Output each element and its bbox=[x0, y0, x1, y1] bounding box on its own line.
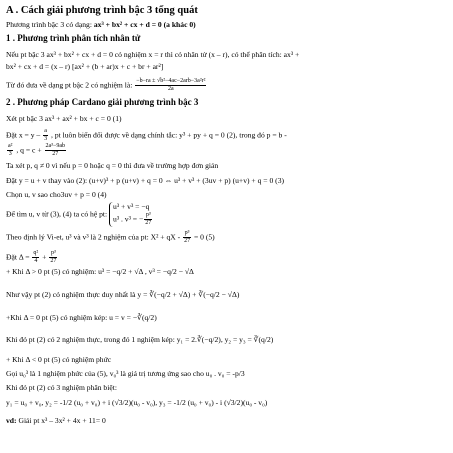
s2-line-2-fraction bbox=[43, 128, 48, 143]
s2-line-9-fraction-2 bbox=[49, 250, 57, 265]
frac-num: q² bbox=[33, 250, 39, 256]
example-label: vd: bbox=[6, 416, 17, 425]
system-eq-2 bbox=[113, 212, 153, 227]
s1-line-2: bx² + cx + d = (x – r) [ax² + (b + ar)x + c + br + ar²] bbox=[6, 62, 164, 71]
s2-line-6: Chọn u, v sao cho3uv + p = 0 (4) bbox=[6, 190, 107, 199]
section-2-heading: 2 . Phương pháp Cardano giải phương trình bậc 3 bbox=[6, 97, 199, 107]
system-eq-1: u³ + v³ = −q bbox=[113, 202, 150, 211]
s2-line-3-fraction-2 bbox=[45, 143, 67, 158]
s2-line-13: Khi đó pt (2) có 2 nghiệm thực, trong đó 1 nghiệm kép: y₁ = 2.∛(−q/2), y₂ = y₃ = ∛(q/2) bbox=[6, 335, 274, 344]
s2-line-2-b: , pt luôn biến đổi được về dạng chính tắc: y³ + py + q = 0 (2), trong đó p = b - bbox=[51, 130, 287, 140]
s2-line-2-a: Đặt x = y – bbox=[6, 130, 41, 140]
s2-line-15: Gọi u₀³ là 1 nghiệm phức của (5), v₀³ là giá trị tương ứng sao cho u₀ . v₀ = -p/3 bbox=[6, 369, 245, 378]
s2-line-7-text: Để tìm u, v từ (3), (4) ta có hệ pt: bbox=[6, 209, 108, 219]
frac-num: p³ bbox=[145, 212, 151, 218]
frac-den: 3 bbox=[44, 136, 48, 142]
plus-sign: + bbox=[42, 252, 47, 262]
s2-line-3 bbox=[6, 143, 67, 158]
s2-line-14: + Khi Δ < 0 pt (5) có nghiệm phức bbox=[6, 355, 112, 364]
s2-line-8-b: = 0 (5) bbox=[193, 232, 215, 242]
section-1-heading: 1 . Phương trình phân tích nhân tử bbox=[6, 33, 141, 43]
s2-line-9-fraction-1 bbox=[32, 250, 39, 265]
s2-line-10: + Khi Δ > 0 pt (5) có nghiệm: u³ = −q/2 + √Δ , v³ = −q/2 − √Δ bbox=[6, 267, 194, 276]
s1-line-3 bbox=[6, 78, 207, 93]
s1-root-fraction bbox=[135, 78, 206, 93]
frac-den: 27 bbox=[50, 258, 57, 264]
intro-equation: ax³ + bx² + cx + d = 0 (a khác 0) bbox=[93, 20, 196, 29]
frac-num: p³ bbox=[184, 230, 190, 236]
s2-line-8-fraction bbox=[183, 230, 191, 245]
s2-line-16: Khi đó pt (2) có 3 nghiệm phân biệt: bbox=[6, 383, 117, 392]
frac-num: a bbox=[44, 128, 47, 134]
example-line bbox=[6, 416, 106, 425]
s2-line-3-fraction-1 bbox=[7, 143, 13, 158]
s2-line-2 bbox=[6, 128, 287, 143]
frac-den: 27 bbox=[145, 220, 152, 226]
s2-line-3-a: , q = c + bbox=[16, 145, 42, 155]
frac-num: a² bbox=[8, 143, 13, 149]
frac-den: 27 bbox=[184, 238, 191, 244]
s2-line-9 bbox=[6, 250, 58, 265]
equation-system bbox=[109, 202, 153, 227]
example-text: Giải pt x³ – 3x² + 4x + 11= 0 bbox=[16, 416, 106, 425]
s1-root-denominator: 2a bbox=[168, 86, 174, 92]
s2-line-4: Ta xét p, q ≠ 0 vì nếu p = 0 hoặc q = 0 thì đưa về trường hợp đơn giản bbox=[6, 161, 219, 170]
intro-prefix: Phương trình bậc 3 có dạng: bbox=[6, 20, 94, 29]
frac-num: p³ bbox=[50, 250, 56, 256]
intro-line bbox=[6, 20, 196, 29]
s2-line-17: y₁ = u₀ + v₀, y₂ = -1/2 (u₀ + v₀) + i (√3/2)(u₀ - v₀), y₃ = -1/2 (u₀ + v₀) - i (√3/2)(u₀ - v₀) bbox=[6, 398, 268, 407]
s2-line-12: +Khi Δ = 0 pt (5) có nghiệm kép: u = v = −∛(q/2) bbox=[6, 313, 157, 322]
s2-line-5: Đặt y = u + v thay vào (2): (u+v)³ + p (u+v) + q = 0 ⇔ u³ + v³ + (3uv + p) (u+v) + q = 0 (3) bbox=[6, 176, 285, 185]
frac-num: 2a³−9ab bbox=[45, 143, 66, 149]
s2-line-1: Xét pt bậc 3 ax³ + ax² + bx + c = 0 (1) bbox=[6, 114, 122, 123]
s1-line-1: Nếu pt bậc 3 ax³ + bx² + cx + d = 0 có nghiệm x = r thì có nhân tử (x – r), có thể phân tích: ax³ + bbox=[6, 50, 300, 59]
s1-root-numerator: −b−ra ± √b²−4ac−2arb−3a²r² bbox=[136, 78, 206, 84]
document-title: A . Cách giải phương trình bậc 3 tổng quát bbox=[6, 5, 198, 16]
s2-line-9-a: Đặt Δ = bbox=[6, 252, 30, 262]
frac-den: 4 bbox=[34, 258, 38, 264]
system-eq-2-a: u³ . v³ = − bbox=[113, 214, 144, 224]
s2-line-8-a: Theo định lý Vi-et, u³ và v³ là 2 nghiệm của pt: X² + qX - bbox=[6, 232, 181, 242]
frac-den: 3 bbox=[8, 151, 12, 157]
s2-line-8 bbox=[6, 230, 215, 245]
s2-line-7 bbox=[6, 202, 153, 227]
s2-line-11: Như vậy pt (2) có nghiệm thực duy nhất là y = ∛(−q/2 + √Δ) + ∛(−q/2 − √Δ) bbox=[6, 290, 240, 299]
frac-den: 27 bbox=[52, 151, 59, 157]
system-eq-2-fraction bbox=[144, 212, 152, 227]
s1-line-3-text: Từ đó đưa về dạng pt bậc 2 có nghiệm là: bbox=[6, 80, 133, 90]
